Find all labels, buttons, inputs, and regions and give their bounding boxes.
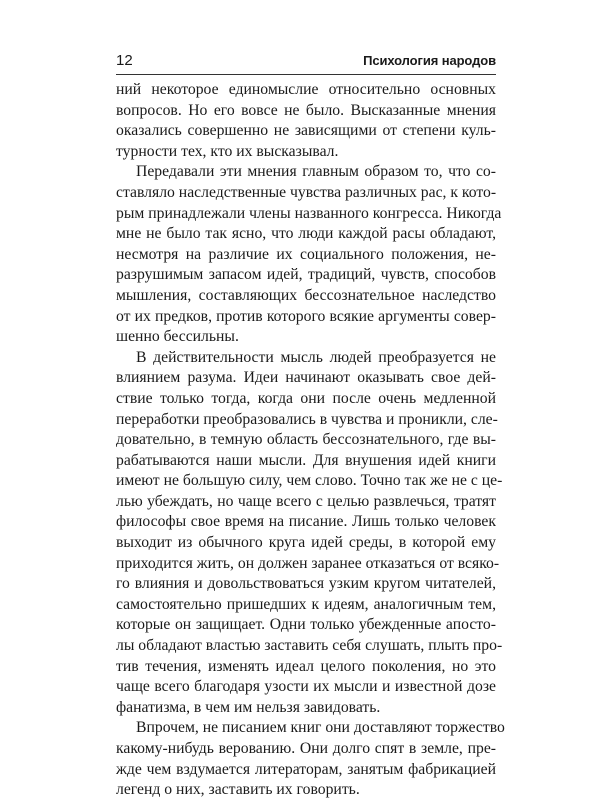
text-line: какому-нибудь верованию. Они долго спят в земле, пре-: [116, 740, 496, 757]
text-line: от их предков, против которого всякие аргументы совер-: [116, 307, 496, 325]
page-number: 12: [116, 52, 133, 69]
text-line: турности тех, кто их высказывал.: [116, 142, 339, 160]
text-line: лью убеждать, но чаще всего с целью развлечься, тратят: [116, 492, 496, 510]
paragraph: [116, 80, 496, 162]
header-rule: [116, 74, 496, 75]
text-line: ставляло наследственные чувства различных рас, к кото-: [116, 183, 497, 201]
text-line: го влияния и довольствоваться узким кругом читателей,: [116, 575, 496, 593]
text-line: вопросов. Но его вовсе не было. Высказанные мнения: [116, 101, 496, 119]
text-line: рабатываются наши мысли. Для внушения идей книги: [116, 451, 496, 469]
text-line: жде чем вздумается литераторам, занятым фабрикацией: [116, 760, 496, 778]
text-line: тив течения, изменять идеал целого поколения, но это: [116, 657, 496, 675]
paragraph: [116, 718, 505, 800]
text-line: переработки преобразовались в чувства и проникли, сле-: [116, 410, 498, 428]
text-line: фанатизма, в чем им нельзя завидовать.: [116, 698, 381, 716]
text-line: ний некоторое единомыслие относительно основных: [116, 81, 496, 98]
text-line: легенд о них, заставить их говорить.: [116, 781, 360, 799]
text-line: мне не было так ясно, что люди каждой расы обладают,: [116, 225, 496, 243]
text-line: приходится жить, он должен заранее отказаться от всяко-: [116, 554, 500, 572]
text-line: мышления, составляющих бессознательное наследство: [116, 286, 496, 304]
running-title: Психология народов: [363, 53, 496, 68]
text-line: ствие только тогда, когда они после очень медленной: [116, 389, 496, 407]
text-line: рым принадлежали члены названного конгресса. Никогда: [116, 204, 502, 222]
text-line: шенно бессильны.: [116, 328, 239, 346]
paragraph: [116, 162, 502, 347]
text-line: оказались совершенно не зависящими от степени куль-: [116, 122, 496, 140]
paragraph: [116, 348, 503, 719]
text-line: самостоятельно пришедших к идеям, аналогичным тем,: [116, 595, 496, 613]
text-line: Передавали эти мнения главным образом то, что со-: [136, 163, 496, 181]
text-line: лы обладают властью заставить себя слушать, плыть про-: [116, 637, 503, 655]
text-line: которые он защищает. Одни только убежденные апосто-: [116, 616, 496, 634]
text-line: В действительности мысль людей преобразуется не: [136, 348, 496, 366]
text-line: Впрочем, не писанием книг они доставляют торжество: [136, 719, 505, 737]
page-header: [116, 52, 496, 70]
text-line: выходит из обычного круга идей среды, в которой ему: [116, 534, 496, 552]
text-line: философы свое время на писание. Лишь только человек: [116, 513, 496, 531]
text-line: несмотря на различие их социального положения, не-: [116, 245, 496, 263]
text-line: разрушимым запасом идей, традиций, чувств, способов: [116, 266, 496, 284]
text-line: имеют не большую силу, чем слово. Точно так же не с це-: [116, 472, 503, 490]
text-line: довательно, в темную область бессознательного, где вы-: [116, 431, 496, 449]
body-text: [116, 80, 505, 801]
text-line: чаще всего благодаря узости их мысли и известной дозе: [116, 678, 496, 696]
text-line: влиянием разума. Идеи начинают оказывать свое дей-: [116, 369, 496, 387]
